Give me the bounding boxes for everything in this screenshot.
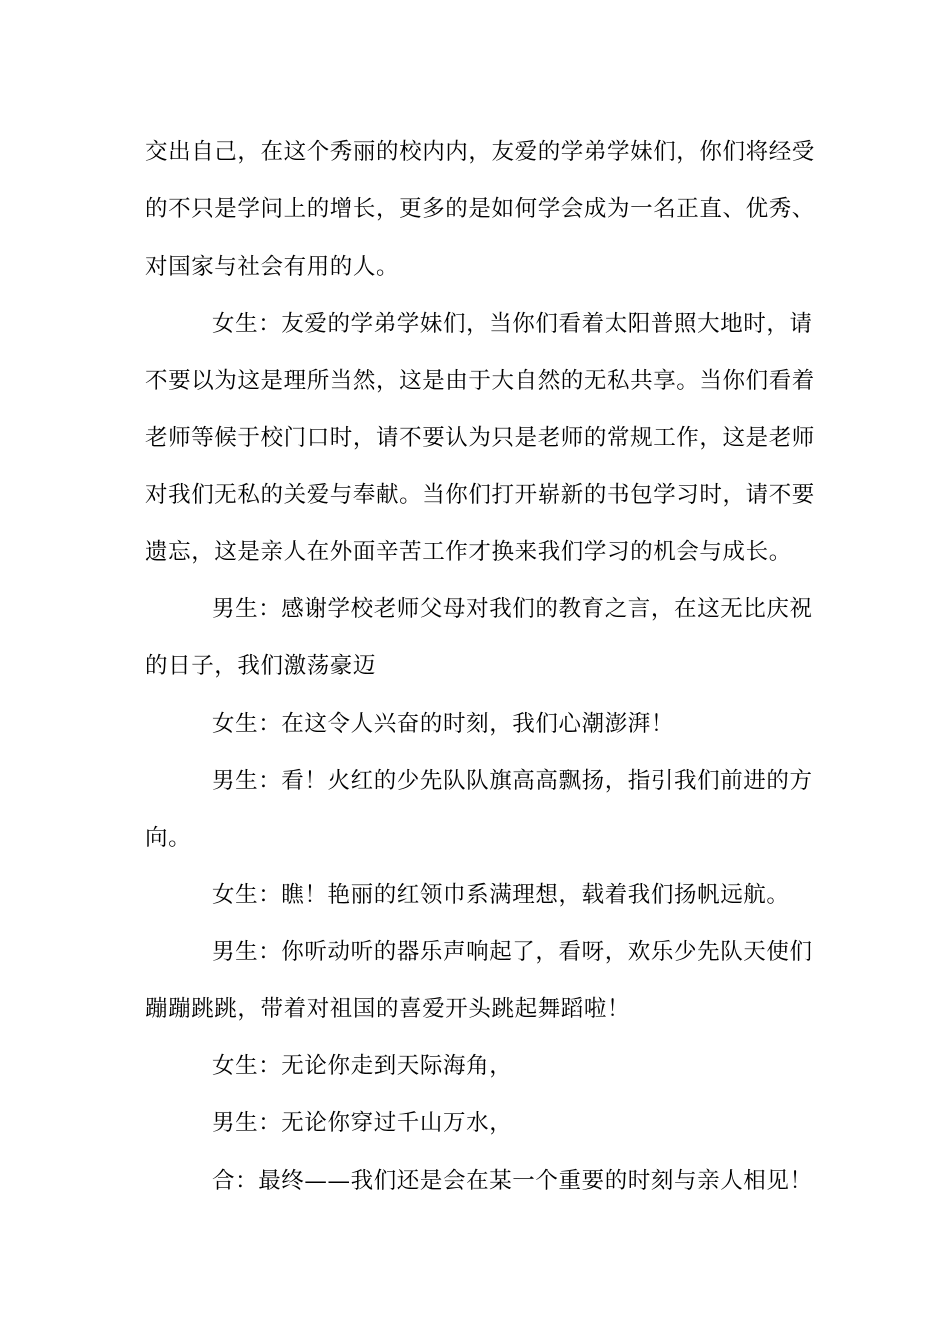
text-line: 男生：你听动听的器乐声响起了，看呀，欢乐少先队天使们 xyxy=(212,939,813,965)
text-line: 交出自己，在这个秀丽的校内内，友爱的学弟学妹们，你们将经受 xyxy=(145,139,815,165)
text-line: 的不只是学问上的增长，更多的是如何学会成为一名正直、优秀、 xyxy=(145,196,815,222)
text-line: 男生：看！火红的少先队队旗高高飘扬，指引我们前进的方 xyxy=(212,768,813,794)
text-line: 女生：瞧！艳丽的红领巾系满理想，载着我们扬帆远航。 xyxy=(212,882,790,908)
text-line: 女生：无论你走到天际海角， xyxy=(212,1053,513,1079)
text-line: 对我们无私的关爱与奉献。当你们打开崭新的书包学习时，请不要 xyxy=(145,482,815,508)
text-line: 遗忘，这是亲人在外面辛苦工作才换来我们学习的机会与成长。 xyxy=(145,539,792,565)
text-line: 女生：在这令人兴奋的时刻，我们心潮澎湃！ xyxy=(212,711,675,737)
text-line: 对国家与社会有用的人。 xyxy=(145,254,400,280)
text-line: 的日子，我们激荡豪迈 xyxy=(145,653,377,679)
text-line: 女生：友爱的学弟学妹们，当你们看着太阳普照大地时，请 xyxy=(212,311,813,337)
text-line: 男生：无论你穿过千山万水， xyxy=(212,1110,513,1136)
text-line: 向。 xyxy=(145,825,192,851)
text-line: 男生：感谢学校老师父母对我们的教育之言，在这无比庆祝 xyxy=(212,596,813,622)
text-line: 蹦蹦跳跳，带着对祖国的喜爱开头跳起舞蹈啦！ xyxy=(145,996,631,1022)
text-line: 不要以为这是理所当然，这是由于大自然的无私共享。当你们看着 xyxy=(145,368,815,394)
text-line: 老师等候于校门口时，请不要认为只是老师的常规工作，这是老师 xyxy=(145,425,815,451)
text-line: 合：最终——我们还是会在某一个重要的时刻与亲人相见！ xyxy=(212,1168,813,1194)
